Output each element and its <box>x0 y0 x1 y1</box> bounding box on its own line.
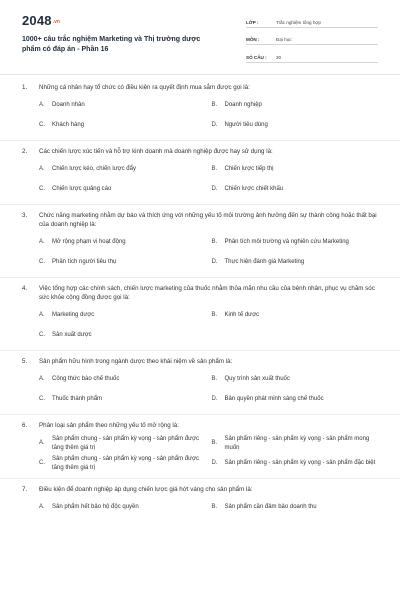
option-b[interactable] <box>212 435 379 452</box>
question-text <box>22 211 378 229</box>
option-b[interactable] <box>212 97 379 114</box>
option-d[interactable] <box>212 254 379 271</box>
question-number: 5. <box>22 358 28 365</box>
option-a[interactable] <box>39 234 206 251</box>
header-divider <box>0 74 400 75</box>
question-number: 6. <box>22 422 28 429</box>
option-letter: C. <box>39 122 45 129</box>
option-b[interactable] <box>212 371 379 388</box>
option-text: Sản xuất dược <box>52 332 92 339</box>
option-letter: A. <box>39 376 45 383</box>
meta-row-class <box>246 13 378 28</box>
option-b[interactable] <box>212 234 379 251</box>
option-text: Khách hàng <box>52 122 85 129</box>
option-text: Doanh nghiệp <box>224 102 262 109</box>
option-letter: A. <box>39 312 45 319</box>
option-letter: B. <box>211 504 218 511</box>
option-text: Doanh nhân <box>52 102 85 109</box>
option-letter: D. <box>211 460 218 467</box>
option-text: Sản phẩm riêng - sản phẩm kỳ vọng - sản phẩm mong muốn <box>224 436 370 451</box>
question-1 <box>22 83 378 134</box>
question-divider <box>0 478 400 479</box>
question-body: Phân loại sản phẩm theo những yếu tố mở rộng là: <box>39 422 179 429</box>
option-list <box>22 307 378 344</box>
option-letter: B. <box>211 440 218 447</box>
question-6 <box>22 421 378 472</box>
option-list <box>22 435 378 472</box>
question-text <box>22 83 378 92</box>
option-letter: C. <box>39 186 45 193</box>
option-c[interactable] <box>39 254 206 271</box>
option-text: Sản phẩm cần đảm bảo doanh thu <box>224 504 317 511</box>
meta-value: 30 <box>276 54 282 60</box>
document-header <box>22 0 378 62</box>
option-text: Marketing dược <box>52 312 95 319</box>
option-letter: B. <box>211 376 218 383</box>
option-text: Chiến lược tiếp thị <box>224 166 274 173</box>
option-text: Chiến lược kéo, chiến lược đẩy <box>52 166 136 173</box>
question-number: 7. <box>22 486 28 493</box>
question-divider <box>0 350 400 351</box>
option-a[interactable] <box>39 371 206 388</box>
option-letter: A. <box>39 166 45 173</box>
option-text: Phân tích môi trường và nghiên cứu Marketing <box>224 239 349 246</box>
question-2 <box>22 147 378 198</box>
question-text <box>22 284 378 302</box>
question-list <box>22 83 378 516</box>
question-divider <box>0 414 400 415</box>
option-a[interactable] <box>39 97 206 114</box>
meta-label: LỚP : <box>246 19 259 25</box>
logo-text: 2048 <box>22 13 52 28</box>
option-b[interactable] <box>212 499 379 516</box>
option-letter: B. <box>211 102 218 109</box>
option-d[interactable] <box>212 391 379 408</box>
option-c[interactable] <box>39 455 206 472</box>
option-d[interactable] <box>212 181 379 198</box>
question-body: Sản phẩm hữu hình trong ngành dược theo khái niệm về sản phẩm là: <box>39 358 233 365</box>
header-left <box>22 14 217 62</box>
option-letter: C. <box>39 396 45 403</box>
option-list <box>22 371 378 408</box>
option-list <box>22 234 378 271</box>
option-letter: B. <box>211 239 218 246</box>
question-7 <box>22 485 378 516</box>
option-c[interactable] <box>39 327 206 344</box>
option-b[interactable] <box>212 161 379 178</box>
logo-suffix: .vn <box>52 18 60 25</box>
option-text: Chiến lược chiết khấu <box>224 186 284 193</box>
question-text <box>22 147 378 156</box>
question-number: 3. <box>22 212 28 219</box>
option-list <box>22 97 378 134</box>
question-3 <box>22 211 378 271</box>
document-title: 1000+ câu trắc nghiệm Marketing và Thị trường dược phẩm có đáp án - Phần 16 <box>22 35 201 53</box>
option-letter: C. <box>39 460 45 467</box>
option-a[interactable] <box>39 161 206 178</box>
option-letter: D. <box>211 259 218 266</box>
option-letter: A. <box>39 102 45 109</box>
option-text: Sản phẩm chung - sản phẩm kỳ vọng - sản phẩm được tăng thêm giá trị <box>52 436 200 451</box>
site-logo[interactable] <box>22 14 217 29</box>
option-a[interactable] <box>39 307 206 324</box>
option-letter: D. <box>211 396 218 403</box>
option-c[interactable] <box>39 117 206 134</box>
meta-value: Đại học <box>276 37 292 42</box>
meta-label: SỐ CÂU : <box>246 54 267 60</box>
question-body: Chức năng marketing nhằm dự báo và thích ứng với những yếu tố môi trường ảnh hưởng đến sự thành công hoặc thất bại của doanh nghiệp là: <box>39 212 377 228</box>
document-meta <box>246 13 378 62</box>
option-letter: A. <box>39 504 45 511</box>
question-body: Việc tổng hợp các chính sách, chiến lược marketing của thuốc nhằm thỏa mãn nhu cầu của bệnh nhân, phục vụ chăm sóc sức khỏe cộng đồng được gọi là: <box>39 285 375 301</box>
question-text <box>22 421 378 430</box>
option-text: Công thức bào chế thuốc <box>52 376 120 383</box>
option-letter: B. <box>211 166 218 173</box>
option-letter: B. <box>211 312 218 319</box>
option-c[interactable] <box>39 391 206 408</box>
option-text: Sản phẩm riêng - sản phẩm kỳ vọng - sản phẩm đặc biệt <box>224 460 376 467</box>
option-text: Kinh tế dược <box>224 312 260 319</box>
meta-value: Trắc nghiệm tổng hợp <box>276 19 321 25</box>
question-body: Những cá nhân hay tổ chức có điều kiện ra quyết định mua sắm được gọi là: <box>39 84 250 91</box>
option-d[interactable] <box>212 455 379 472</box>
option-letter: C. <box>39 332 45 339</box>
option-text: Quy trình sản xuất thuốc <box>224 376 290 383</box>
question-body: Các chiến lược xúc tiến và hỗ trợ kinh doanh mà doanh nghiệp được hay sử dụng là: <box>39 148 273 155</box>
meta-row-subject <box>246 31 378 46</box>
option-text: Bản quyền phát minh sáng chế thuốc <box>224 396 324 403</box>
option-b[interactable] <box>212 307 379 324</box>
option-letter: A. <box>39 440 45 447</box>
question-body: Điều kiện để doanh nghiệp áp dụng chiến lược giá hớt váng cho sản phẩm là: <box>39 486 253 493</box>
option-letter: C. <box>39 259 45 266</box>
option-text: Chiến lược quảng cáo <box>52 186 112 193</box>
question-5 <box>22 357 378 408</box>
question-divider <box>0 277 400 278</box>
option-text: Thuốc thành phẩm <box>52 396 103 403</box>
question-number: 2. <box>22 148 28 155</box>
option-text: Sản phẩm chung - sản phẩm kỳ vọng - sản phẩm được tăng thêm giá trị <box>52 456 200 471</box>
option-list <box>22 499 378 516</box>
option-d[interactable] <box>212 117 379 134</box>
option-list <box>22 161 378 198</box>
question-divider <box>0 204 400 205</box>
option-letter: A. <box>39 239 45 246</box>
option-letter: D. <box>211 122 218 129</box>
question-number: 4. <box>22 285 28 292</box>
question-text <box>22 485 378 494</box>
option-a[interactable] <box>39 435 206 452</box>
option-a[interactable] <box>39 499 206 516</box>
meta-label: MÔN : <box>246 37 260 42</box>
option-text: Người tiêu dùng <box>224 122 268 129</box>
question-4 <box>22 284 378 344</box>
option-text: Thực hiện đánh giá Marketing <box>224 259 305 266</box>
meta-row-count <box>246 48 378 63</box>
option-text: Mở rộng phạm vi hoạt động <box>52 239 126 246</box>
option-c[interactable] <box>39 181 206 198</box>
question-number: 1. <box>22 84 28 91</box>
question-divider <box>0 140 400 141</box>
option-text: Sản phẩm hết bảo hộ độc quyền <box>52 504 139 511</box>
option-text: Phân tích người tiêu thụ <box>52 259 117 266</box>
option-letter: D. <box>211 186 218 193</box>
question-text <box>22 357 378 366</box>
